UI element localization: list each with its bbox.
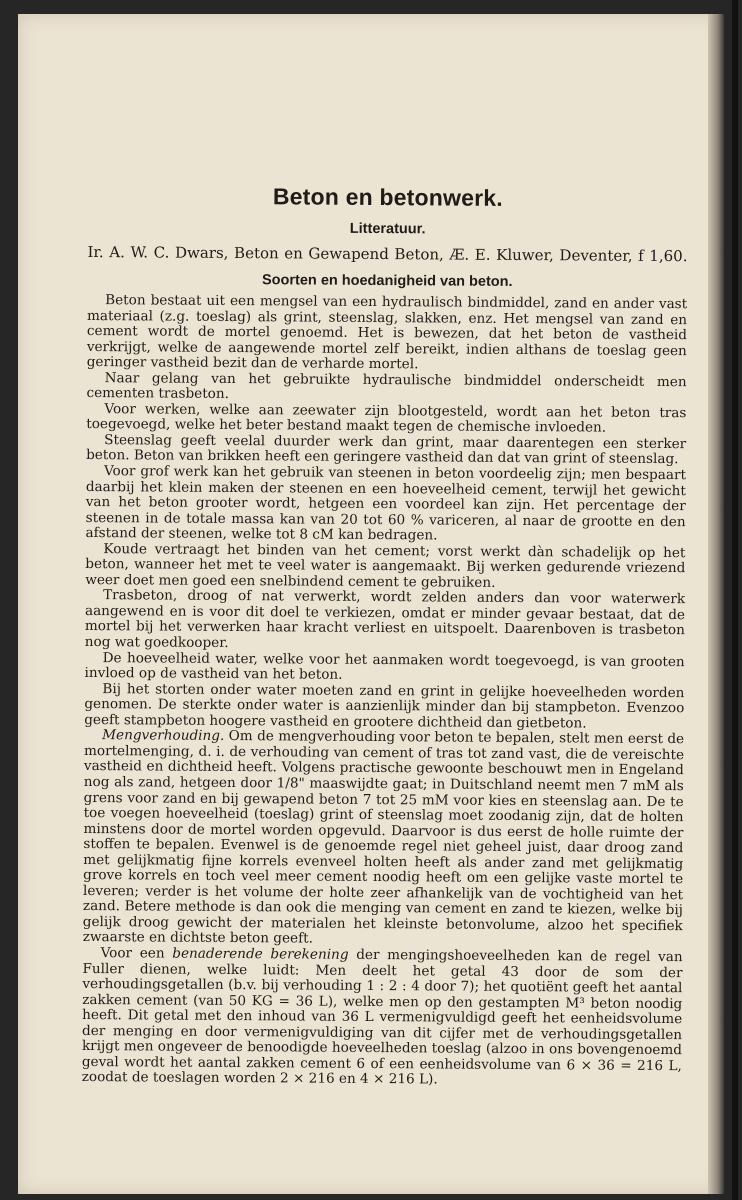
literature-heading: Litteratuur. (349, 220, 426, 238)
paragraph-pre: Voor een (100, 945, 173, 962)
scan-edge (732, 0, 738, 1200)
paragraph: Voor grof werk kan het gebruik van steenen in beton voordeelig zijn; men bespaart daarbij het klein maken der steenen en een hoeveelheid cement, terwijl het gewicht van het beton grooter wordt, hetgeen een voordeel kan zijn. Het percentage der steenen in de totale massa kan van 20 tot 60 % variceren, al naar de grootte en den afstand der steenen, welke tot 8 cM kan bedragen. (85, 463, 687, 544)
page-content (82, 182, 688, 1090)
paragraph: Steenslag geeft veelal duurder werk dan grint, maar daarentegen een sterker beton. Beton van brikken heeft een geringere vastheid dan dat van grint of steenslag. (86, 432, 687, 468)
paragraph-body: der mengingshoeveelheden kan de regel van Fuller dienen, welke luidt: Men deelt het getal 43 door de som der verhoudingsgetallen (b.v. bij verhouding 1 : 2 : 4 door 7); het quotiënt geeft het aantal zakken cement (van 50 KG = 36 L), welke men op den gestampten M³ beton noodig heeft. Dit getal met den inhoud van 36 L vermenigvuldigd geeft het eenheidsvolume der menging en door vermenigvuldiging van dit cijfer met de verhoudingsgetallen krijgt men ongeveer de benoodigde hoeveelheden toeslag (alzoo in ons bovengenoemd geval wordt het aantal zakken cement 6 of een eenheidsvolume van 6 × 36 = 216 L, zoodat de toeslagen worden 2 × 216 en 4 × 216 L). (81, 946, 683, 1088)
literature-reference: Ir. A. W. C. Dwars, Beton en Gewapend Beton, Æ. E. Kluwer, Deventer, f 1,60. (87, 242, 688, 266)
paragraph: Voor werken, welke aan zeewater zijn blootgesteld, wordt aan het beton tras toegevoegd, welke het beter bestand maakt tegen de chemische invloeden. (86, 400, 687, 436)
paragraph-lead: Mengverhouding. (102, 727, 225, 745)
paragraph: Naar gelang van het gebruikte hydraulische bindmiddel onderscheidt men cementen trasbeton. (86, 369, 687, 403)
paragraph: Beton bestaat uit een mengsel van een hydraulisch bindmiddel, zand en ander vast materiaal (z.g. toeslag) als grint, steenslag, slakken, enz. Het mengsel van zand en cement wordt de mortel genoemd. Het is bewezen, dat het beton de vastheid verkrijgt, welke de aangewende mortel zelf bereikt, indien althans de toeslag geen geringer vastheid bezit dan de verharde mortel. (86, 292, 688, 373)
paragraph-mengverhouding (83, 728, 685, 950)
paragraph-body: Om de mengverhouding voor beton te bepalen, stelt men eerst de mortelmenging, d. i. de verhouding van cement of tras tot zand vast, die de vereischte vastheid en dichtheid heeft. Volgens practische gewoonte beschouwt men in Engeland nog als zand, hetgeen door 1/8" maaswijdte gaat; in Duitschland neemt men 7 mM als grens voor zand en bij gewapend beton 7 tot 25 mM voor kies en steenslag aan. De te toe voegen hoeveelheid (toeslag) grint of steenslag moet zoodanig zijn, dat de holten minstens door de mortel worden opgevuld. Daarvoor is dus eerst de holle ruimte der stoffen te bepalen. Evenwel is de genoemde regel niet geheel juist, daar droog zand met gelijkmatig fijne korrels evenveel holten heeft als ander zand met gelijkmatig grove korrels en toch veel meer cement noodig heeft om een gelijke vaste mortel te leveren; verder is het volume der holte zeer afhankelijk van de vochtigheid van het zand. Betere methode is dan ook die menging van cement en zand te kiezen, welke bij gelijk droog gewicht der materialen het kleinste betonvolume, alzoo het specifiek zwaarste en dichtste beton geeft. (82, 728, 685, 948)
paragraph-emphasis: benaderende berekening (172, 945, 349, 963)
paragraph: Koude vertraagt het binden van het cement; vorst werkt dàn schadelijk op het beton, wanneer het met te veel water is aangemaakt. Bij werken gedurende vriezend weer doet men goed een snelbindend cement te gebruiken. (85, 540, 686, 591)
paragraph: Bij het storten onder water moeten zand en grint in gelijke hoeveelheden worden genomen. De sterkte onder water is aanzienlijk minder dan bij stampbeton. Evenzoo geeft stampbeton hoogere vastheid en grootere dichtheid dan gietbeton. (84, 680, 685, 732)
page-gutter (708, 14, 724, 1194)
paragraph-fuller (82, 946, 683, 1090)
section-heading: Soorten en hoedanigheid van beton. (261, 272, 513, 290)
paragraph: Trasbeton, droog of nat verwerkt, wordt zelden anders dan voor waterwerk aangewend en is voor dit doel te verkiezen, omdat er minder gevaar bestaat, dat de mortel bij het verwerken haar kracht verliest en uitspoelt. Daarenboven is trasbeton nog wat goedkooper. (84, 587, 686, 652)
chapter-title: Beton en betonwerk. (272, 183, 503, 211)
paragraph: De hoeveelheid water, welke voor het aanmaken wordt toegevoegd, is van grooten invloed op de vastheid van het beton. (84, 649, 685, 683)
